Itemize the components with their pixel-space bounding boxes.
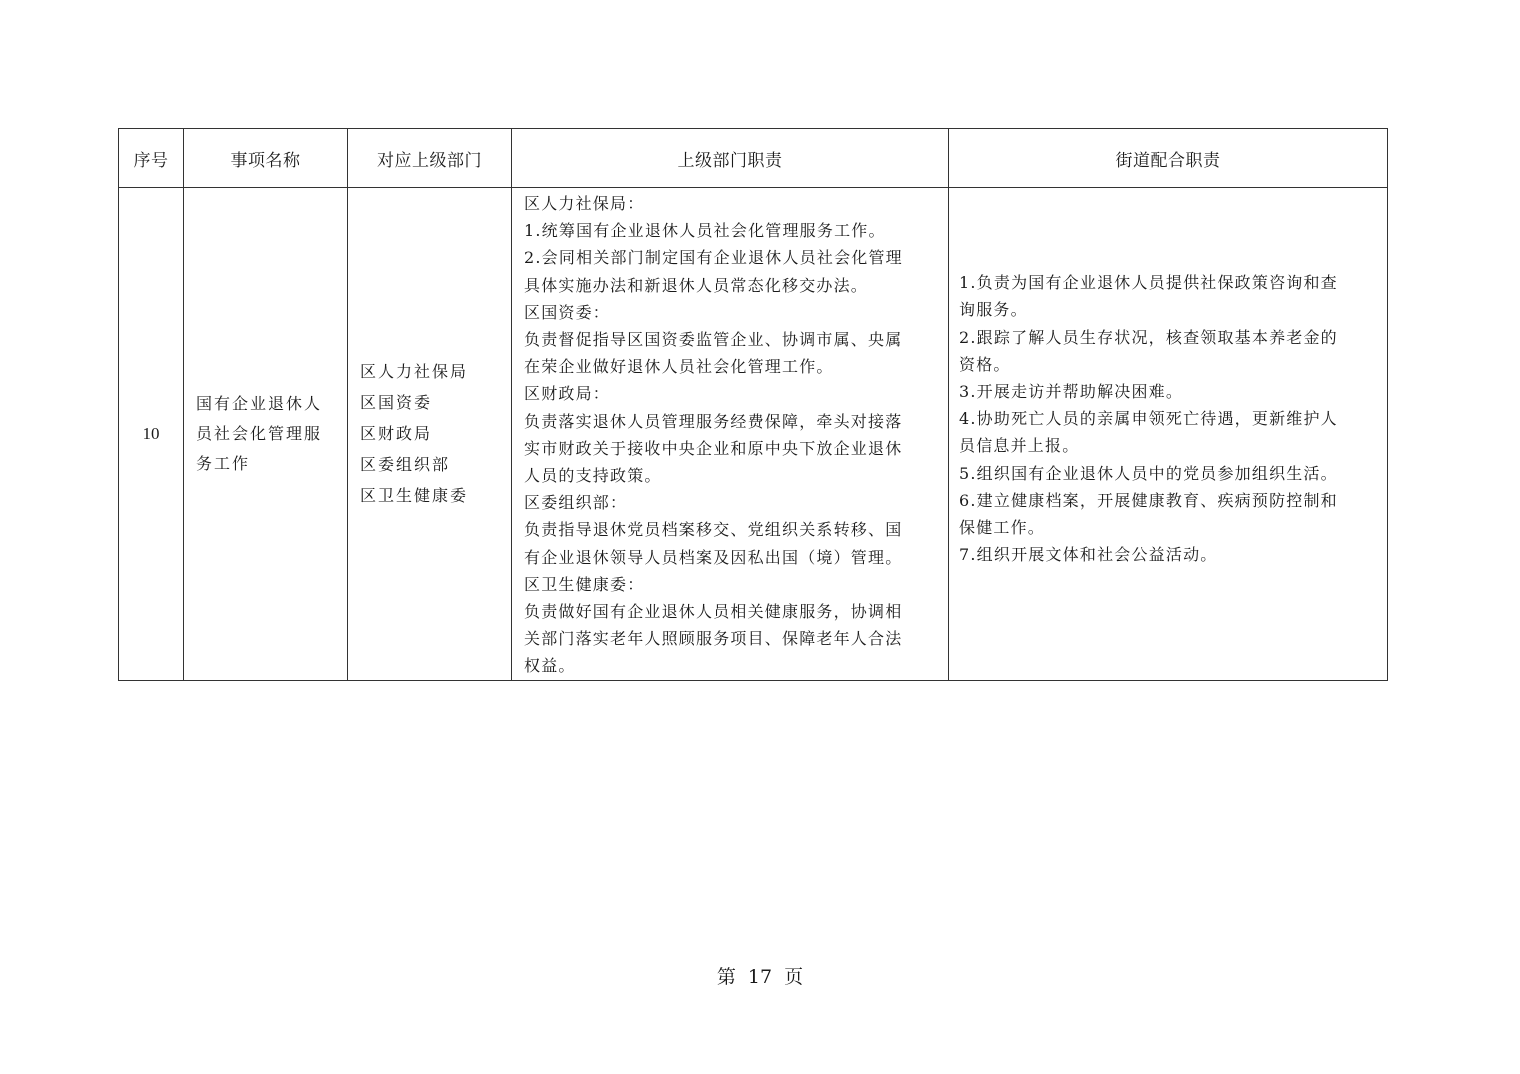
header-superior-duties: 上级部门职责 (512, 129, 949, 188)
table-row (119, 188, 1388, 681)
duty-line: 具体实施办法和新退休人员常态化移交办法。 (524, 275, 869, 295)
street-duty-line: 员信息并上报。 (959, 436, 1080, 456)
street-duty-line: 询服务。 (959, 300, 1028, 320)
duty-line: 区国资委： (524, 302, 611, 322)
street-duty-line: 6.建立健康档案，开展健康教育、疾病预防控制和 (959, 490, 1338, 510)
dept-item: 区国资委 (360, 393, 433, 413)
cell-superior-depts (348, 188, 512, 681)
dept-item: 区卫生健康委 (360, 486, 469, 506)
duty-line: 关部门落实老年人照顾服务项目、保障老年人合法 (524, 629, 903, 649)
street-duty-line: 3.开展走访并帮助解决困难。 (959, 382, 1184, 402)
duty-line: 实市财政关于接收中央企业和原中央下放企业退休 (524, 438, 903, 458)
duty-line: 区委组织部： (524, 493, 628, 513)
duty-line: 1.统筹国有企业退休人员社会化管理服务工作。 (524, 221, 886, 241)
street-duty-line: 4.协助死亡人员的亲属申领死亡待遇，更新维护人 (959, 409, 1338, 429)
header-seq: 序号 (119, 129, 184, 188)
duty-line: 人员的支持政策。 (524, 466, 662, 486)
duty-table (118, 128, 1388, 681)
dept-item: 区委组织部 (360, 455, 451, 475)
street-duty-line: 资格。 (959, 354, 1011, 374)
dept-item: 区财政局 (360, 424, 433, 444)
item-name-line: 务工作 (196, 453, 251, 473)
street-duty-line: 2.跟踪了解人员生存状况，核查领取基本养老金的 (959, 327, 1338, 347)
cell-item-name (184, 188, 348, 681)
duty-line: 负责落实退休人员管理服务经费保障，牵头对接落 (524, 411, 903, 431)
street-duty-line: 5.组织国有企业退休人员中的党员参加组织生活。 (959, 463, 1338, 483)
dept-item: 区人力社保局 (360, 362, 469, 382)
header-superior-dept: 对应上级部门 (348, 129, 512, 188)
item-name-line: 国有企业退休人 (196, 393, 323, 413)
cell-superior-duties (512, 188, 949, 681)
duty-line: 在荣企业做好退休人员社会化管理工作。 (524, 357, 834, 377)
superior-duties-text (524, 188, 938, 680)
street-duty-line: 1.负责为国有企业退休人员提供社保政策咨询和查 (959, 273, 1338, 293)
cell-street-duties (949, 188, 1388, 681)
cell-seq: 10 (119, 188, 184, 681)
header-item-name: 事项名称 (184, 129, 348, 188)
page-number: 第 17 页 (716, 966, 804, 988)
duty-line: 权益。 (524, 656, 576, 676)
duty-line: 2.会同相关部门制定国有企业退休人员社会化管理 (524, 248, 903, 268)
table-header-row (119, 129, 1388, 188)
header-street-duties: 街道配合职责 (949, 129, 1388, 188)
duty-line: 区人力社保局： (524, 194, 645, 213)
duty-line: 负责指导退休党员档案移交、党组织关系转移、国 (524, 520, 903, 540)
street-duties-text (959, 269, 1375, 598)
duty-line: 区财政局： (524, 384, 611, 404)
street-duty-line: 保健工作。 (959, 518, 1046, 538)
item-name-line: 员社会化管理服 (196, 423, 323, 443)
street-duty-line: 7.组织开展文体和社会公益活动。 (959, 545, 1218, 565)
duty-line: 负责做好国有企业退休人员相关健康服务，协调相 (524, 602, 903, 622)
duty-line: 负责督促指导区国资委监管企业、协调市属、央属 (524, 330, 903, 350)
duty-line: 区卫生健康委： (524, 574, 645, 594)
duty-line: 有企业退休领导人员档案及因私出国（境）管理。 (524, 547, 903, 567)
